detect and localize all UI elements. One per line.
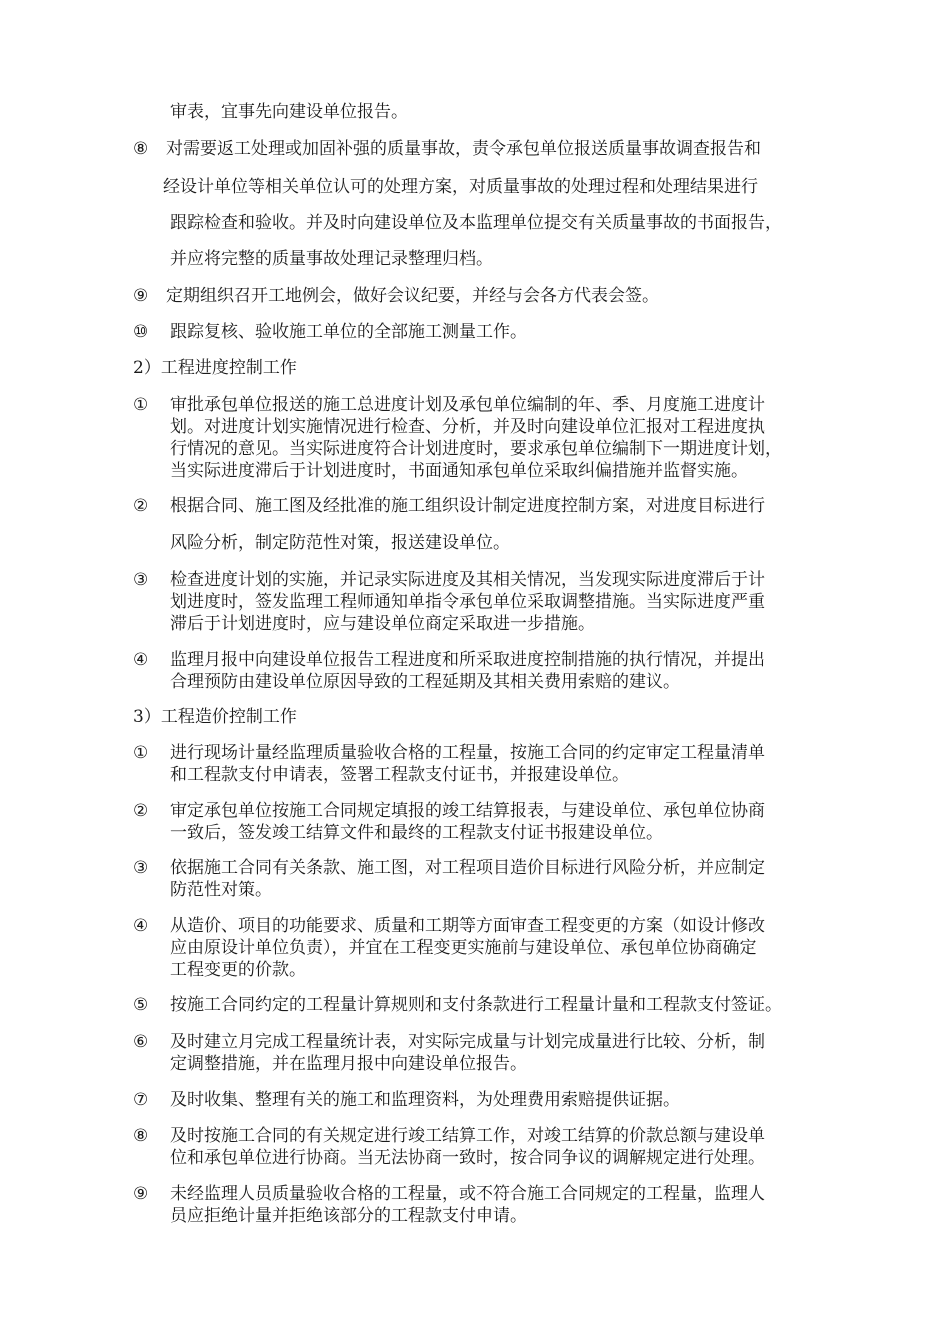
list-item-line: 及时收集、整理有关的施工和监理资料，为处理费用索赔提供证据。 [170,1090,680,1110]
list-item-line: 经设计单位等相关单位认可的处理方案，对质量事故的处理过程和处理结果进行 [163,177,758,197]
list-marker: ① [133,395,149,415]
list-marker: ③ [133,858,149,878]
list-marker: ③ [133,570,149,590]
list-item-line: 位和承包单位进行协商。当无法协商一致时，按合同争议的调解规定进行处理。 [170,1148,765,1168]
list-item-line: 检查进度计划的实施，并记录实际进度及其相关情况，当发现实际进度滞后于计 [170,570,765,590]
list-marker: ④ [133,650,149,670]
list-marker: ① [133,743,149,763]
list-item-line: 划。对进度计划实施情况进行检查、分析，并及时向建设单位汇报对工程进度执 [170,417,765,437]
list-item-line: 根据合同、施工图及经批准的施工组织设计制定进度控制方案，对进度目标进行 [170,496,765,516]
list-item-line: 行情况的意见。当实际进度符合计划进度时，要求承包单位编制下一期进度计划， [170,439,782,459]
list-item-line: 当实际进度滞后于计划进度时，书面通知承包单位采取纠偏措施并监督实施。 [170,461,748,481]
list-marker: ⑦ [133,1090,149,1110]
list-item-line: 从造价、项目的功能要求、质量和工期等方面审查工程变更的方案（如设计修改 [170,916,765,936]
list-marker: ⑧ [133,1126,149,1146]
list-item-line: 按施工合同约定的工程量计算规则和支付条款进行工程量计量和工程款支付签证。 [170,995,782,1015]
list-item-line: 跟踪检查和验收。并及时向建设单位及本监理单位提交有关质量事故的书面报告， [170,213,782,233]
list-item-line: 对需要返工处理或加固补强的质量事故，责令承包单位报送质量事故调查报告和 [166,139,761,159]
list-item-line: 和工程款支付申请表，签署工程款支付证书，并报建设单位。 [170,765,629,785]
list-marker: ⑨ [133,1184,149,1204]
section-heading: 2）工程进度控制工作 [133,358,297,378]
list-item-line: 及时按施工合同的有关规定进行竣工结算工作，对竣工结算的价款总额与建设单 [170,1126,765,1146]
list-item-line: 依据施工合同有关条款、施工图，对工程项目造价目标进行风险分析，并应制定 [170,858,765,878]
list-item-line: 监理月报中向建设单位报告工程进度和所采取进度控制措施的执行情况，并提出 [170,650,765,670]
list-item-line: 滞后于计划进度时，应与建设单位商定采取进一步措施。 [170,614,595,634]
list-item-line: 一致后，签发竣工结算文件和最终的工程款支付证书报建设单位。 [170,823,663,843]
list-marker: ② [133,801,149,821]
list-item-line: 定期组织召开工地例会，做好会议纪要，并经与会各方代表会签。 [166,286,659,306]
list-item-line: 审定承包单位按施工合同规定填报的竣工结算报表，与建设单位、承包单位协商 [170,801,765,821]
list-marker: ⑩ [133,322,149,342]
list-item-line: 进行现场计量经监理质量验收合格的工程量，按施工合同的约定审定工程量清单 [170,743,765,763]
list-marker: ④ [133,916,149,936]
section-heading: 3）工程造价控制工作 [133,707,297,727]
list-item-line: 跟踪复核、验收施工单位的全部施工测量工作。 [170,322,527,342]
list-item-line: 定调整措施，并在监理月报中向建设单位报告。 [170,1054,527,1074]
list-marker: ② [133,496,149,516]
list-item-line: 及时建立月完成工程量统计表，对实际完成量与计划完成量进行比较、分析，制 [170,1032,765,1052]
list-item-line: 员应拒绝计量并拒绝该部分的工程款支付申请。 [170,1206,527,1226]
list-marker: ⑨ [133,286,149,306]
list-item-line: 应由原设计单位负责），并宜在工程变更实施前与建设单位、承包单位协商确定 [170,938,757,958]
list-item-line: 合理预防由建设单位原因导致的工程延期及其相关费用索赔的建议。 [170,672,680,692]
list-item-line: 并应将完整的质量事故处理记录整理归档。 [170,249,493,269]
list-item-line: 风险分析，制定防范性对策，报送建设单位。 [170,533,510,553]
list-marker: ⑤ [133,995,149,1015]
list-item-line: 划进度时，签发监理工程师通知单指令承包单位采取调整措施。当实际进度严重 [170,592,765,612]
list-item-line: 工程变更的价款。 [170,960,306,980]
list-marker: ⑧ [133,139,149,159]
list-item-line: 审批承包单位报送的施工总进度计划及承包单位编制的年、季、月度施工进度计 [170,395,765,415]
list-item-line: 防范性对策。 [170,880,272,900]
continuation-line: 审表，宜事先向建设单位报告。 [170,102,408,122]
list-marker: ⑥ [133,1032,149,1052]
list-item-line: 未经监理人员质量验收合格的工程量，或不符合施工合同规定的工程量，监理人 [170,1184,765,1204]
